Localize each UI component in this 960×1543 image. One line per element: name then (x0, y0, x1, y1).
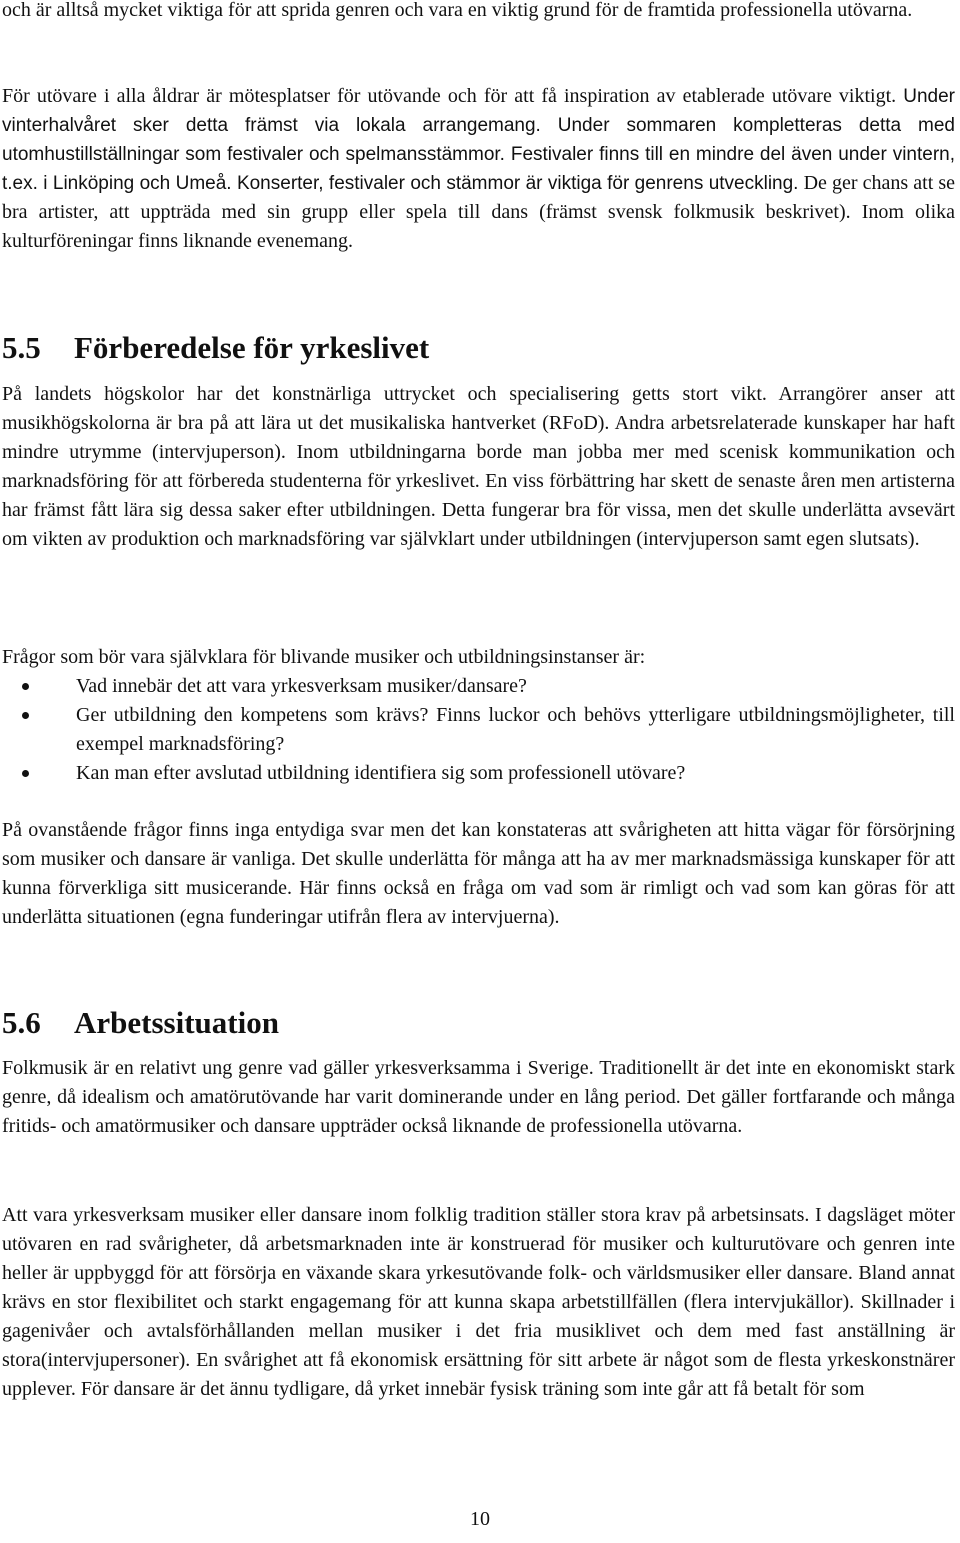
bullet-icon (22, 770, 29, 777)
list-item-text: Kan man efter avslutad utbildning identifiera sig som professionell utövare? (76, 762, 686, 784)
section-title: Arbetssituation (74, 1005, 279, 1040)
list-item (2, 759, 955, 788)
paragraph-meeting-places-festivals: Under vinterhalvåret sker detta främst via lokala arrangemang. Under sommaren kompletteras detta med utomhustillställningar som festivaler och spelmansstämmor. Festivaler finns till en mindre del även under vintern, t.ex. i Linköping och Umeå. Konserter, festivaler och stämmor är viktiga för genrens utveckling. (2, 86, 955, 194)
paragraph-meeting-places-rest: De ger chans att se bra artister, att uppträda med sin grupp eller spela till dans (främst svensk folkmusik beskrivet). Inom olika kulturföreningar finns liknande evenemang. (2, 172, 956, 252)
bullet-icon (22, 683, 29, 690)
paragraph-questions-intro: Frågor som bör vara självklara för blivande musiker och utbildningsinstanser är: (2, 646, 646, 668)
list-item-text: Vad innebär det att vara yrkesverksam musiker/dansare? (76, 675, 527, 697)
section-heading-5-6 (2, 1005, 279, 1041)
bullet-icon (22, 712, 29, 719)
section-number: 5.5 (2, 330, 41, 365)
paragraph-folk-music-genre: Folkmusik är en relativt ung genre vad gäller yrkesverksamma i Sverige. Traditionellt är det inte en ekonomiskt stark genre, då idealism och amatörutövande har varit dominerande under en lång period. Det gäller fortfarande och många fritids- och amatörmusiker och dansare uppträder också liknande de professionella utövarna. (2, 1057, 955, 1137)
list-item (2, 701, 955, 759)
section-title: Förberedelse för yrkeslivet (74, 330, 430, 365)
paragraph-meeting-places (2, 82, 955, 256)
list-item-text: Ger utbildning den kompetens som krävs? Finns luckor och behövs ytterligare utbildningsmöjligheter, till exempel marknadsföring? (76, 704, 955, 755)
paragraph-higher-education: På landets högskolor har det konstnärliga uttrycket och specialisering getts stort vikt. Arrangörer anser att musikhögskolorna är bra på att lära ut det musikaliska hantverket (RFoD). Andra arbetsrelaterade kunskaper har haft mindre utrymme (intervjuperson). Inom utbildningarna borde man jobba mer med scenisk kommunikation och marknadsföring för att förbereda studenterna för yrkeslivet. En viss förbättring har skett de senaste åren men artisterna har främst fått lära sig dessa saker efter utbildningen. Detta fungerar bra för vissa, men det skulle underlätta avsevärt om vikten av produktion och marknadsföring var självklart under utbildningen (intervjuperson samt egen slutsats). (2, 383, 955, 550)
paragraph-continuation: och är alltså mycket viktiga för att sprida genren och vara en viktig grund för de framtida professionella utövarna. (2, 0, 913, 21)
paragraph-meeting-places-intro: För utövare i alla åldrar är mötesplatser för utövande och för att få inspiration av etablerade utövare viktigt. (2, 85, 897, 107)
paragraph-conclusions: På ovanstående frågor finns inga entydiga svar men det kan konstateras att svårigheten att hitta vägar för försörjning som musiker och dansare är vanliga. Det skulle underlätta för många att ha av mer marknadsmässiga kunskaper för att kunna förverkliga sitt musicerande. Här finns också en fråga om vad som är rimligt och vad som kan göras för att underlätta situationen (egna funderingar utifrån flera av intervjuerna). (2, 819, 955, 928)
list-item (2, 672, 955, 701)
page-number: 10 (470, 1508, 490, 1530)
question-list (2, 672, 955, 788)
section-heading-5-5 (2, 330, 429, 366)
paragraph-work-effort: Att vara yrkesverksam musiker eller dansare inom folklig tradition ställer stora krav på arbetsinsats. I dagsläget möter utövaren en rad svårigheter, då arbetsmarknaden inte är konstruerad för musiker och kulturutövare och genren inte heller är uppbyggd för att försörja en växande skara yrkesutövande folk- och världsmusiker eller dansare. Bland annat krävs en stor flexibilitet och starkt engagemang för att kunna skapa arbetstillfällen (flera intervjukällor). Skillnader i gagenivåer och avtalsförhållanden mellan musiker i det fria musiklivet och dem med fast anställning är stora(intervjupersoner). En svårighet att få ekonomisk ersättning för sitt arbete är något som de flesta yrkeskonstnärer upplever. För dansare är det ännu tydligare, då yrket innebär fysisk träning som inte går att få betalt för som (2, 1204, 955, 1400)
section-number: 5.6 (2, 1005, 41, 1040)
